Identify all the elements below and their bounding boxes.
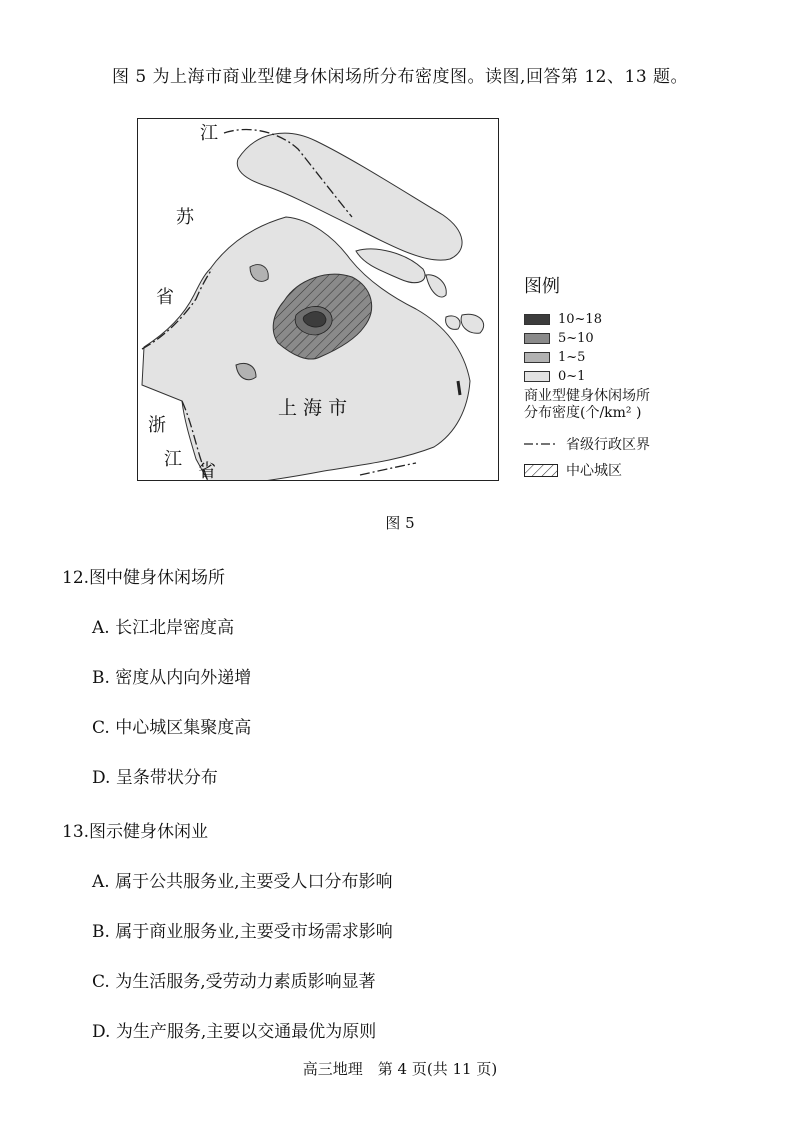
map-label-su: 苏 (176, 207, 194, 228)
legend-swatch (524, 352, 550, 363)
legend-swatch (524, 314, 550, 325)
map-label-jiang-bottom: 江 (164, 449, 182, 470)
map-label-zhe: 浙 (148, 415, 166, 436)
map-label-sheng-left: 省 (156, 287, 174, 308)
question-13-option-d: D. 为生产服务,主要以交通最优为原则 (92, 1022, 377, 1042)
map-label-sheng-bottom: 省 (198, 461, 216, 481)
legend-item (524, 329, 704, 348)
question-12-option-c: C. 中心城区集聚度高 (92, 718, 252, 738)
legend-boundary (524, 434, 704, 454)
legend-description-line2: 分布密度(个/km² ) (524, 405, 642, 421)
map-label-jiang-top: 江 (200, 123, 218, 144)
hatch-swatch-icon (524, 464, 558, 477)
question-12-option-d: D. 呈条带状分布 (92, 768, 218, 788)
figure-caption: 图 5 (385, 514, 415, 532)
legend-center-label: 中心城区 (566, 463, 622, 479)
legend-swatch (524, 371, 550, 382)
east-islet-b (461, 314, 484, 333)
legend-item-label: 5~10 (558, 331, 594, 346)
map-drawing (138, 119, 499, 481)
map-label-shanghai: 上 海 市 (278, 397, 348, 419)
legend-boundary-label: 省级行政区界 (566, 437, 650, 453)
legend-item-label: 0~1 (558, 369, 586, 384)
boundary-line-icon (524, 439, 558, 449)
intro-text: 图 5 为上海市商业型健身休闲场所分布密度图。读图,回答第 12、13 题。 (111, 67, 689, 87)
legend-item (524, 367, 704, 386)
legend-title: 图例 (524, 276, 560, 297)
page-footer: 高三地理 第 4 页(共 11 页) (302, 1060, 498, 1078)
sea-boundary (360, 463, 416, 475)
map-legend (524, 272, 704, 480)
legend-item (524, 310, 704, 329)
legend-center (524, 460, 704, 480)
legend-item-label: 10~18 (558, 312, 602, 327)
legend-swatch (524, 333, 550, 344)
legend-description-line1: 商业型健身休闲场所 (524, 388, 650, 404)
question-13-option-b: B. 属于商业服务业,主要受市场需求影响 (92, 922, 393, 942)
question-13-stem: 13.图示健身休闲业 (62, 822, 209, 842)
shanghai-density-map (137, 118, 499, 481)
question-13-option-c: C. 为生活服务,受劳动力素质影响显著 (92, 972, 376, 992)
question-12-stem: 12.图中健身休闲场所 (62, 568, 226, 588)
legend-item-label: 1~5 (558, 350, 586, 365)
east-islet-a (446, 316, 460, 329)
question-13-option-a: A. 属于公共服务业,主要受人口分布影响 (92, 872, 393, 892)
question-12-option-b: B. 密度从内向外递增 (92, 668, 252, 688)
legend-description (524, 388, 694, 422)
hengsha-island (426, 275, 446, 297)
legend-item (524, 348, 704, 367)
question-12-option-a: A. 长江北岸密度高 (92, 618, 235, 638)
